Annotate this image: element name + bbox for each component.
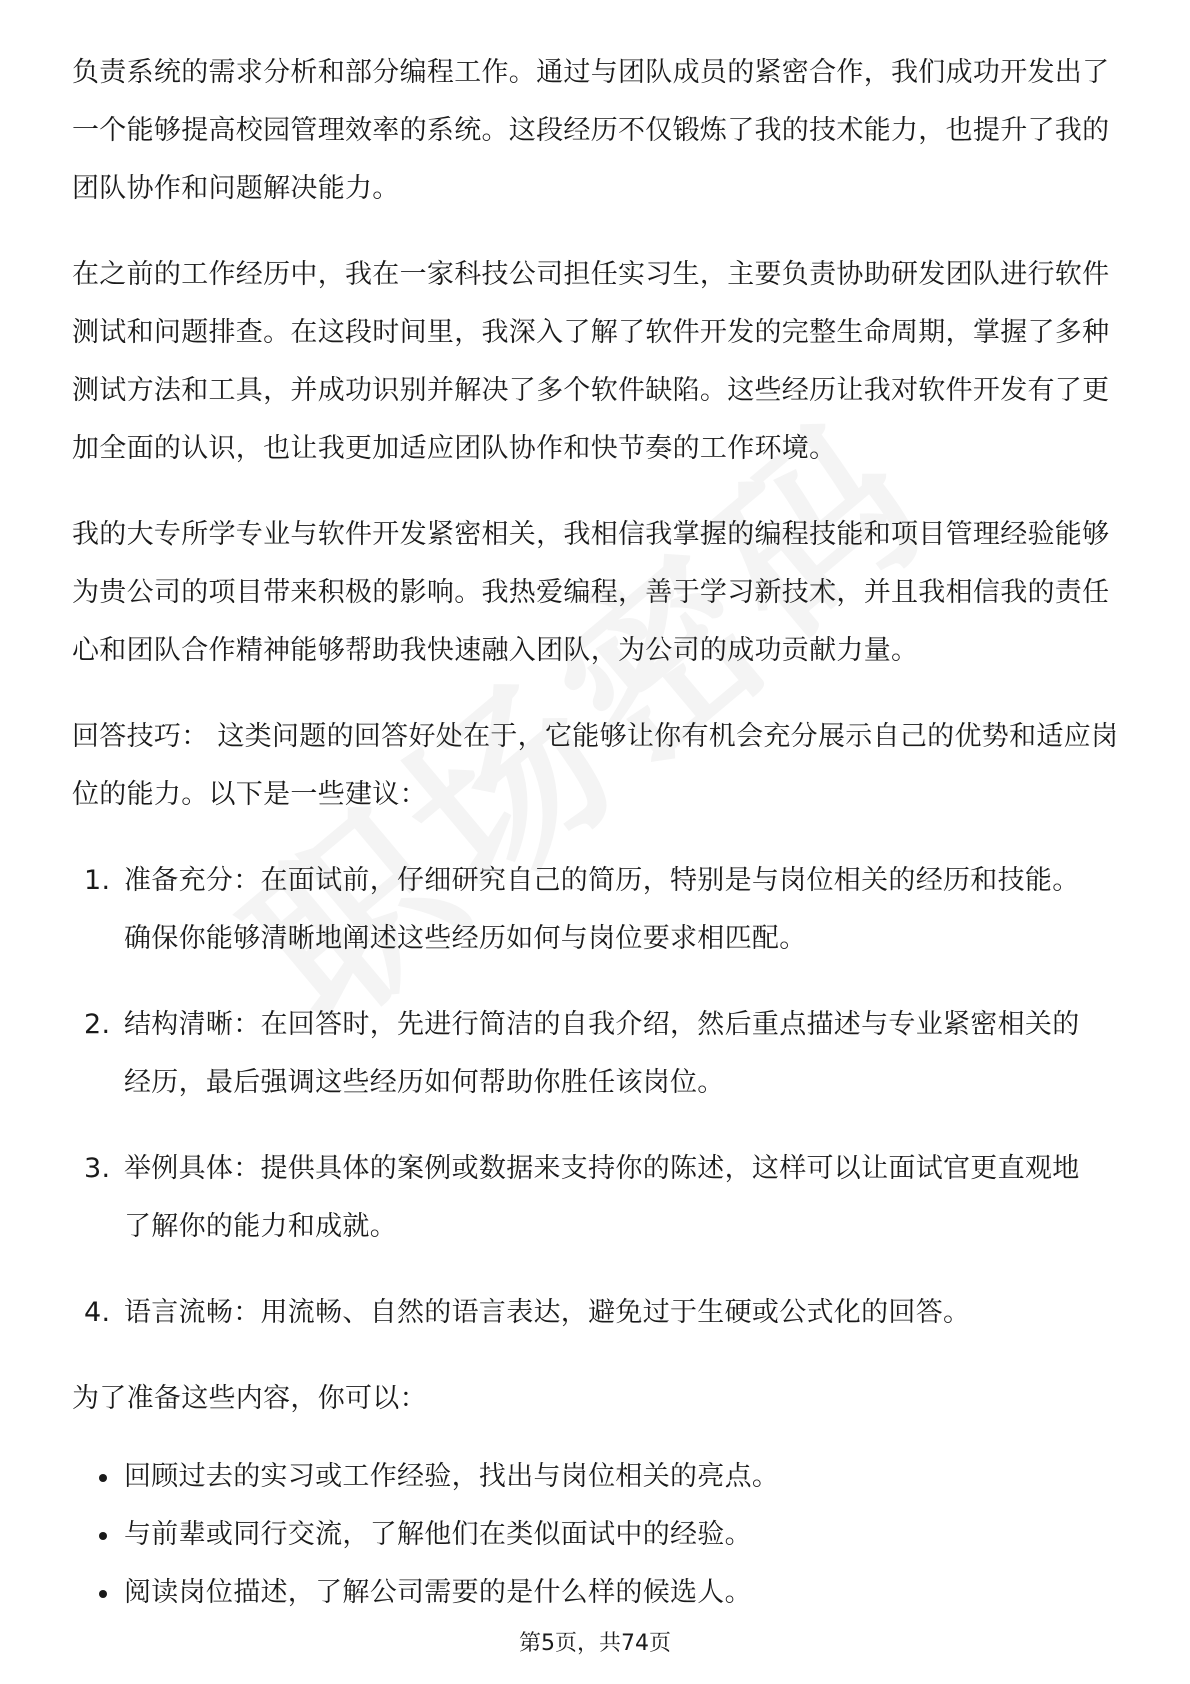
prep-item <box>72 1448 1122 1506</box>
prep-item <box>72 1506 1122 1564</box>
prep-intro: 为了准备这些内容，你可以： <box>72 1383 427 1414</box>
tip-text: 结构清晰：在回答时，先进行简洁的自我介绍，然后重点描述与专业紧密相关的经历，最后强调这些经历如何帮助你胜任该岗位。 <box>124 1009 1080 1098</box>
paragraph-major-relevance: 我的大专所学专业与软件开发紧密相关，我相信我掌握的编程技能和项目管理经验能够为贵公司的项目带来积极的影响。我热爱编程，善于学习新技术，并且我相信我的责任心和团队合作精神能够帮助我快速融入团队，为公司的成功贡献力量。 <box>72 519 1110 666</box>
tip-item <box>72 1284 1102 1342</box>
tip-number: 4. <box>84 1297 111 1328</box>
paragraph-project-experience: 负责系统的需求分析和部分编程工作。通过与团队成员的紧密合作，我们成功开发出了一个能够提高校园管理效率的系统。这段经历不仅锻炼了我的技术能力，也提升了我的团队协作和问题解决能力。 <box>72 57 1110 204</box>
tip-item <box>72 996 1102 1112</box>
bullet-icon <box>99 1532 107 1540</box>
tip-number: 3. <box>84 1153 111 1184</box>
page-number-footer: 第5页，共74页 <box>519 1631 671 1656</box>
tip-item <box>72 1140 1102 1256</box>
prep-text: 阅读岗位描述，了解公司需要的是什么样的候选人。 <box>124 1577 752 1608</box>
tip-text: 举例具体：提供具体的案例或数据来支持你的陈述，这样可以让面试官更直观地了解你的能力和成就。 <box>124 1153 1080 1242</box>
prep-item <box>72 1564 1122 1622</box>
tips-list <box>72 852 1122 1342</box>
tips-intro: 回答技巧： 这类问题的回答好处在于，它能够让你有机会充分展示自己的优势和适应岗位的能力。以下是一些建议： <box>72 721 1119 810</box>
prep-list <box>72 1448 1122 1622</box>
bullet-icon <box>99 1474 107 1482</box>
bullet-icon <box>99 1590 107 1598</box>
tip-text: 语言流畅：用流畅、自然的语言表达，避免过于生硬或公式化的回答。 <box>124 1297 971 1328</box>
paragraph-work-experience: 在之前的工作经历中，我在一家科技公司担任实习生，主要负责协助研发团队进行软件测试和问题排查。在这段时间里，我深入了解了软件开发的完整生命周期，掌握了多种测试方法和工具，并成功识别并解决了多个软件缺陷。这些经历让我对软件开发有了更加全面的认识，也让我更加适应团队协作和快节奏的工作环境。 <box>72 259 1110 464</box>
tip-text: 准备充分：在面试前，仔细研究自己的简历，特别是与岗位相关的经历和技能。确保你能够清晰地阐述这些经历如何与岗位要求相匹配。 <box>124 865 1080 954</box>
document-body <box>72 44 1122 1622</box>
tip-number: 1. <box>84 865 111 896</box>
tip-number: 2. <box>84 1009 111 1040</box>
tip-item <box>72 852 1102 968</box>
prep-text: 回顾过去的实习或工作经验，找出与岗位相关的亮点。 <box>124 1461 780 1492</box>
prep-text: 与前辈或同行交流，了解他们在类似面试中的经验。 <box>124 1519 752 1550</box>
